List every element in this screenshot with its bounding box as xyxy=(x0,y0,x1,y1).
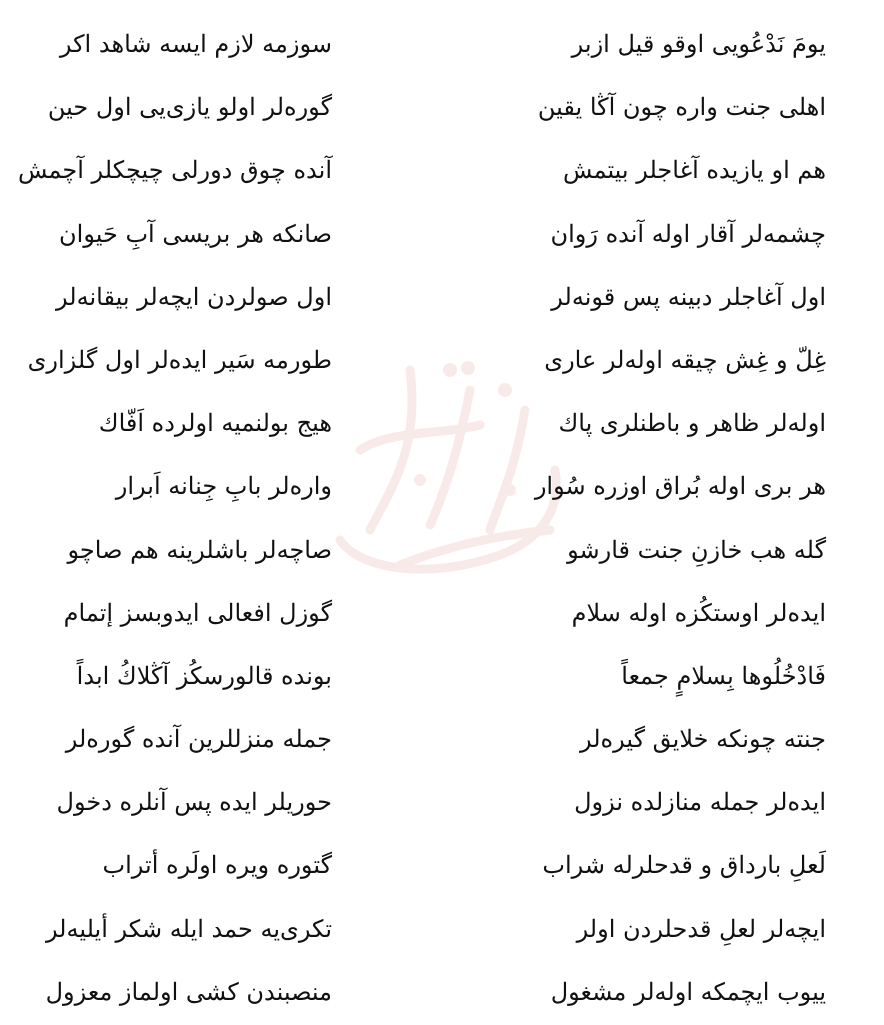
second-hemistich: اول صولردن ايچه‌لر بيقانه‌لر xyxy=(56,282,332,311)
couplet xyxy=(0,267,884,330)
couplet xyxy=(0,646,884,709)
first-hemistich: هم او يازيده آغاجلر بيتمش xyxy=(562,156,826,185)
first-hemistich: فَادْخُلُوها بِسلامٍ جمعاً xyxy=(621,661,826,690)
poem-body xyxy=(0,14,884,1025)
couplet xyxy=(0,835,884,898)
couplet xyxy=(0,204,884,267)
couplet xyxy=(0,772,884,835)
second-hemistich: حوريلر ايده پس آنلره دخول xyxy=(56,788,332,817)
second-hemistich: جمله منزللرين آنده گوره‌لر xyxy=(65,725,332,754)
first-hemistich: اوله‌لر ظاهر و باطنلرى پاك xyxy=(558,409,826,438)
first-hemistich: گله هب خازنِ جنت قارشو xyxy=(567,535,826,564)
couplet xyxy=(0,962,884,1025)
first-hemistich: اول آغاجلر دبينه پس قونه‌لر xyxy=(551,282,826,311)
second-hemistich: گتوره ويره اولَره أتراب xyxy=(102,851,332,880)
first-hemistich: يومَ نَدْعُويى اوقو قيل ازبر xyxy=(571,30,826,58)
second-hemistich: واره‌لر بابِ جِنانه اَبرار xyxy=(115,472,332,501)
first-hemistich: غِلّ و غِش چيقه اوله‌لر عارى xyxy=(544,345,826,374)
couplet xyxy=(0,583,884,646)
second-hemistich: آنده چوق دورلى چيچكلر آچمش xyxy=(17,156,332,185)
second-hemistich: گوزل افعالى ايدوبسز إتمام xyxy=(63,598,332,627)
second-hemistich: طورمه سَير ايده‌لر اول گلزارى xyxy=(27,345,332,374)
couplet xyxy=(0,520,884,583)
couplet xyxy=(0,77,884,140)
couplet xyxy=(0,709,884,772)
second-hemistich: تكرى‌يه حمد ايله شكر أيليه‌لر xyxy=(45,914,332,943)
first-hemistich: ايده‌لر جمله منازلده نزول xyxy=(574,788,826,817)
first-hemistich: ايچه‌لر لعلِ قدحلردن اولر xyxy=(576,914,826,943)
couplet xyxy=(0,14,884,77)
first-hemistich: جنته چونكه خلايق گيره‌لر xyxy=(580,725,826,754)
second-hemistich: صانكه هر بريسى آبِ حَيوان xyxy=(59,219,332,248)
first-hemistich: ييوب ايچمكه اوله‌لر مشغول xyxy=(550,977,826,1006)
first-hemistich: چشمه‌لر آقار اوله آنده رَوان xyxy=(550,219,826,248)
second-hemistich: بونده قالورسكُز آڭلاكُ ابداً xyxy=(76,661,332,690)
couplet xyxy=(0,330,884,393)
first-hemistich: هر برى اوله بُراق اوزره سُوار xyxy=(534,472,826,501)
second-hemistich: گوره‌لر اولو يازى‌يى اول حين xyxy=(47,93,332,122)
first-hemistich: ايده‌لر اوستكُزه اوله سلام xyxy=(571,598,826,627)
couplet xyxy=(0,140,884,203)
first-hemistich: اهلى جنت واره چون آڭا يقين xyxy=(537,93,826,122)
couplet xyxy=(0,393,884,456)
second-hemistich: صاچه‌لر باشلرينه هم صاچو xyxy=(67,535,332,564)
couplet xyxy=(0,899,884,962)
couplet xyxy=(0,456,884,519)
second-hemistich: منصبندن كشى اولماز معزول xyxy=(45,977,332,1006)
first-hemistich: لَعلِ بارداق و قدحلرله شراب xyxy=(542,851,826,880)
second-hemistich: هيج بولنميه اولرده اَفّاك xyxy=(98,409,332,438)
second-hemistich: سوزمه لازم ايسه شاهد اكر xyxy=(59,30,332,58)
